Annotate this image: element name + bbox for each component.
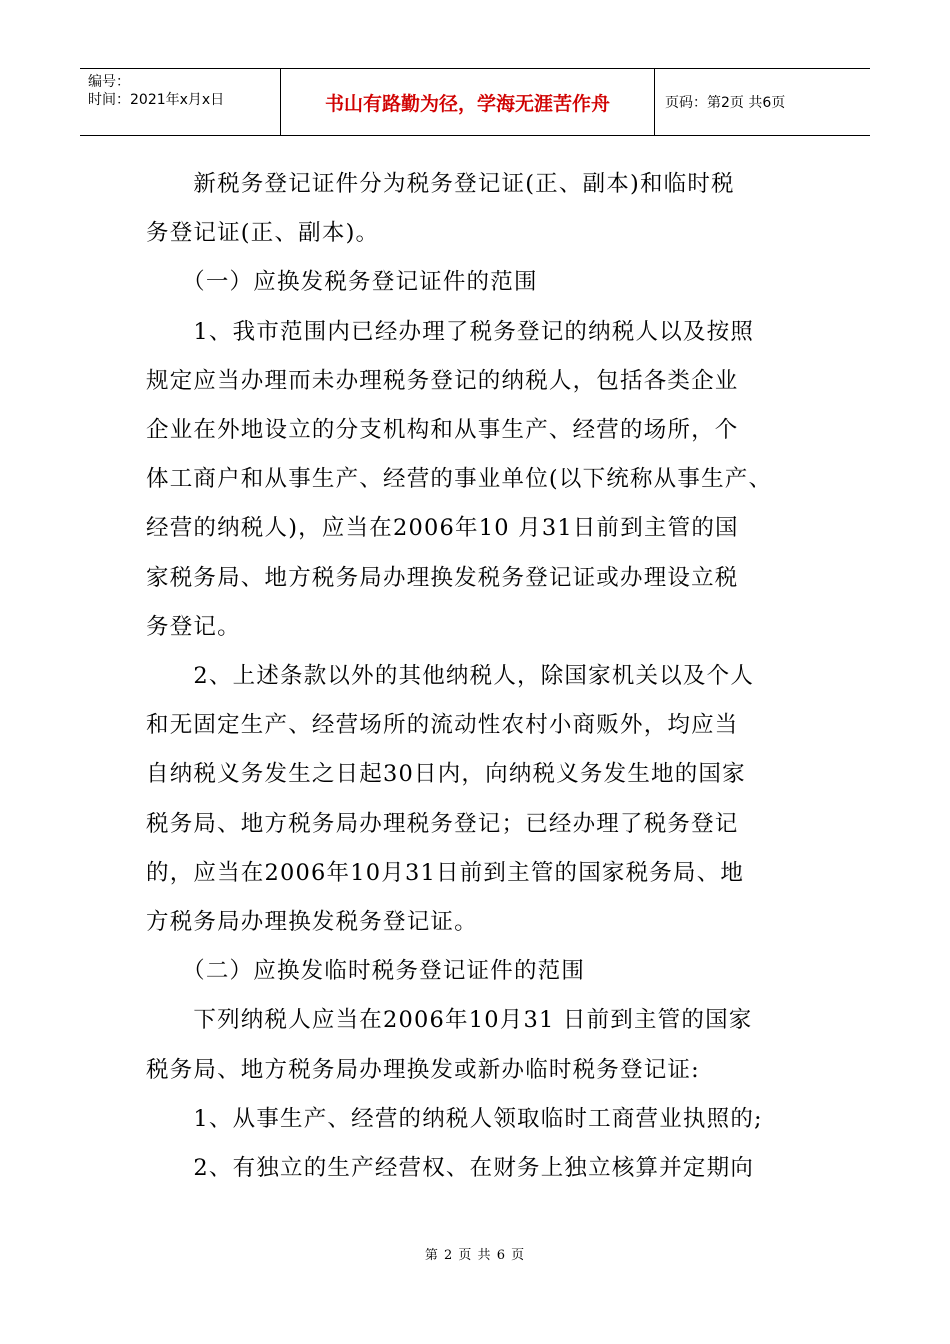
document-number-label: 编号： xyxy=(88,74,130,90)
body-line: 1、我市范围内已经办理了税务登记的纳税人以及按照 xyxy=(146,318,755,345)
header-page-info: 页码：第2页 共6页 xyxy=(665,95,786,111)
page-header xyxy=(80,68,870,136)
body-line: 体工商户和从事生产、经营的事业单位(以下统称从事生产、 xyxy=(146,466,773,493)
header-motto: 书山有路勤为径，学海无涯苦作舟 xyxy=(281,69,655,135)
body-line: 自纳税义务发生之日起30日内，向纳税义务发生地的国家 xyxy=(146,761,746,788)
body-line: 经营的纳税人)，应当在2006年10 月31日前到主管的国 xyxy=(146,515,739,542)
body-line: 的，应当在2006年10月31日前到主管的国家税务局、地 xyxy=(146,859,745,886)
body-line: 税务局、地方税务局办理税务登记；已经办理了税务登记 xyxy=(146,810,739,837)
document-body xyxy=(146,160,814,1193)
body-line: 2、上述条款以外的其他纳税人，除国家机关以及个人 xyxy=(146,663,755,690)
body-line: （一）应换发税务登记证件的范围 xyxy=(146,269,538,296)
body-line: 1、从事生产、经营的纳税人领取临时工商营业执照的; xyxy=(146,1105,763,1132)
body-line: 务登记证(正、副本)。 xyxy=(146,220,380,247)
body-line: 规定应当办理而未办理税务登记的纳税人，包括各类企业 xyxy=(146,367,739,394)
body-line: 下列纳税人应当在2006年10月31 日前到主管的国家 xyxy=(146,1007,753,1034)
body-line: 税务局、地方税务局办理换发或新办临时税务登记证: xyxy=(146,1056,700,1083)
document-date: 时间：2021年x月x日 xyxy=(88,92,225,108)
body-line: 方税务局办理换发税务登记证。 xyxy=(146,909,478,936)
body-line: （二）应换发临时税务登记证件的范围 xyxy=(146,958,586,985)
body-line: 企业在外地设立的分支机构和从事生产、经营的场所，个 xyxy=(146,417,739,444)
body-line: 家税务局、地方税务局办理换发税务登记证或办理设立税 xyxy=(146,564,739,591)
page-footer: 第 2 页 共 6 页 xyxy=(424,1248,526,1263)
body-line: 和无固定生产、经营场所的流动性农村小商贩外，均应当 xyxy=(146,712,739,739)
body-line: 新税务登记证件分为税务登记证(正、副本)和临时税 xyxy=(146,171,735,197)
body-line: 2、有独立的生产经营权、在财务上独立核算并定期向 xyxy=(146,1155,755,1182)
body-line: 务登记。 xyxy=(146,613,241,640)
header-meta xyxy=(80,69,281,135)
